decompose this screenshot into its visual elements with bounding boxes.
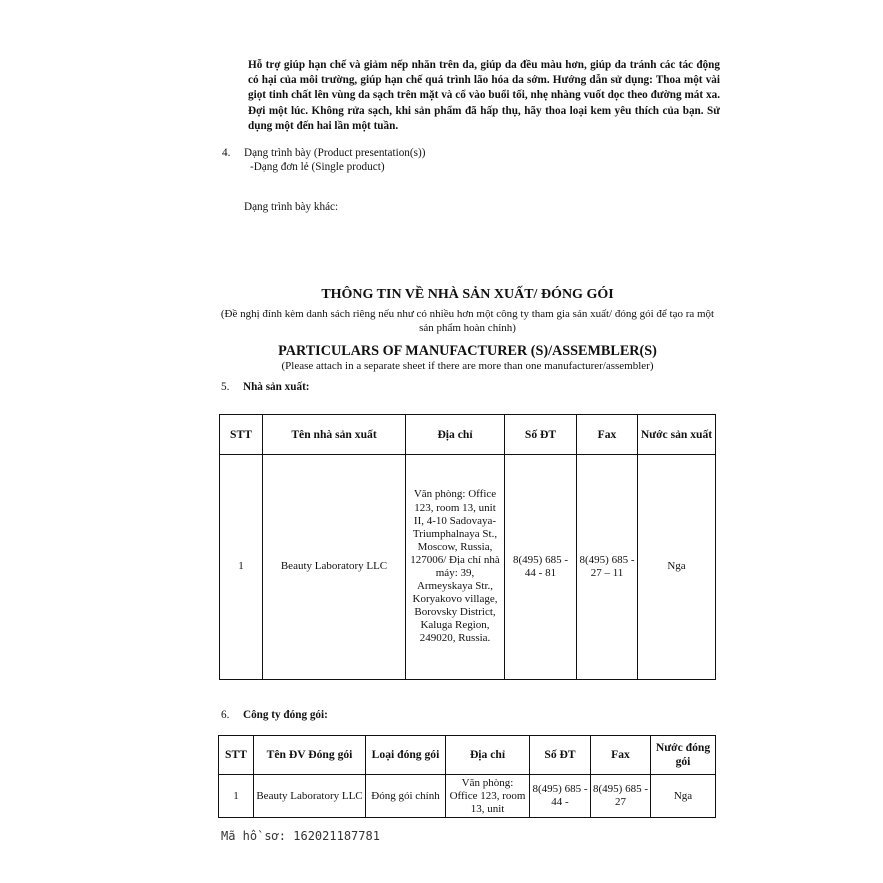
en-section-title: PARTICULARS OF MANUFACTURER (S)/ASSEMBLER(S)	[278, 343, 657, 359]
item-4-label: Dạng trình bày (Product presentation(s))	[244, 147, 426, 159]
header-fax: Fax	[577, 415, 638, 455]
cell-country: Nga	[638, 455, 716, 680]
table-row	[220, 455, 716, 680]
item-4-number: 4.	[222, 147, 231, 159]
manufacturer-table-header	[220, 415, 716, 455]
cell-packager-name: Beauty Laboratory LLC	[254, 775, 366, 818]
table-row	[219, 775, 716, 818]
header-manufacturer-name: Tên nhà sản xuất	[263, 415, 406, 455]
cell-phone: 8(495) 685 - 44 -	[530, 775, 591, 818]
file-code: Mã hồ sơ: 162021187781	[221, 829, 380, 843]
vn-section-note: (Đề nghị đính kèm danh sách riêng nếu như có nhiều hơn một công ty tham gia sản xuất/ đóng gói để tạo ra một sản phẩm hoàn chỉnh)	[220, 308, 715, 334]
cell-stt: 1	[220, 455, 263, 680]
cell-address: Văn phòng: Office 123, room 13, unit II, 4-10 Sadovaya-Triumphalnaya St., Moscow, Russia, 127006/ Địa chỉ nhà máy: 39, Armeyskaya Str., Koryakovo village, Borovsky District, Kaluga Region, 249020, Russia.	[406, 455, 505, 680]
section-5-label: Nhà sản xuất:	[243, 381, 310, 393]
vn-section-title: THÔNG TIN VỀ NHÀ SẢN XUẤT/ ĐÓNG GÓI	[321, 287, 614, 302]
cell-country: Nga	[651, 775, 716, 818]
header-phone: Số ĐT	[530, 736, 591, 775]
header-packager-name: Tên ĐV Đóng gói	[254, 736, 366, 775]
section-5-number: 5.	[221, 381, 230, 393]
item-4-presentation	[222, 146, 425, 174]
cell-manufacturer-name: Beauty Laboratory LLC	[263, 455, 406, 680]
section-6-heading	[221, 709, 328, 721]
packager-table	[218, 735, 716, 818]
item-4-value: -Dạng đơn lẻ (Single product)	[250, 161, 385, 173]
cell-address: Văn phòng: Office 123, room 13, unit	[446, 775, 530, 818]
cell-fax: 8(495) 685 - 27 – 11	[577, 455, 638, 680]
packager-table-header	[219, 736, 716, 775]
section-6-number: 6.	[221, 709, 230, 721]
section-5-heading	[221, 381, 310, 393]
header-country: Nước đóng gói	[651, 736, 716, 775]
header-address: Địa chỉ	[406, 415, 505, 455]
manufacturer-table	[219, 414, 716, 680]
header-stt: STT	[220, 415, 263, 455]
header-packaging-type: Loại đóng gói	[366, 736, 446, 775]
en-section-note: (Please attach in a separate sheet if there are more than one manufacturer/assembler)	[281, 360, 654, 372]
cell-phone: 8(495) 685 - 44 - 81	[505, 455, 577, 680]
cell-packaging-type: Đóng gói chính	[366, 775, 446, 818]
cell-stt: 1	[219, 775, 254, 818]
header-stt: STT	[219, 736, 254, 775]
cell-fax: 8(495) 685 - 27	[591, 775, 651, 818]
section-6-label: Công ty đóng gói:	[243, 709, 328, 721]
header-country: Nước sản xuất	[638, 415, 716, 455]
header-fax: Fax	[591, 736, 651, 775]
header-address: Địa chỉ	[446, 736, 530, 775]
intro-paragraph: Hỗ trợ giúp hạn chế và giảm nếp nhăn trên da, giúp da đều màu hơn, giúp da tránh các tác động có hại của môi trường, giúp hạn chế quá trình lão hóa da sớm. Hướng dẫn sử dụng: Thoa một vài giọt tinh chất lên vùng da sạch trên mặt và cổ vào buổi tối, nhẹ nhàng vuốt dọc theo đường mát xa. Đợi một lúc. Không rửa sạch, khi sản phẩm đã hấp thụ, hãy thoa loại kem yêu thích của bạn. Sử dụng một đến hai lần một tuần.	[248, 59, 720, 132]
other-presentation-label: Dạng trình bày khác:	[244, 201, 339, 213]
header-phone: Số ĐT	[505, 415, 577, 455]
